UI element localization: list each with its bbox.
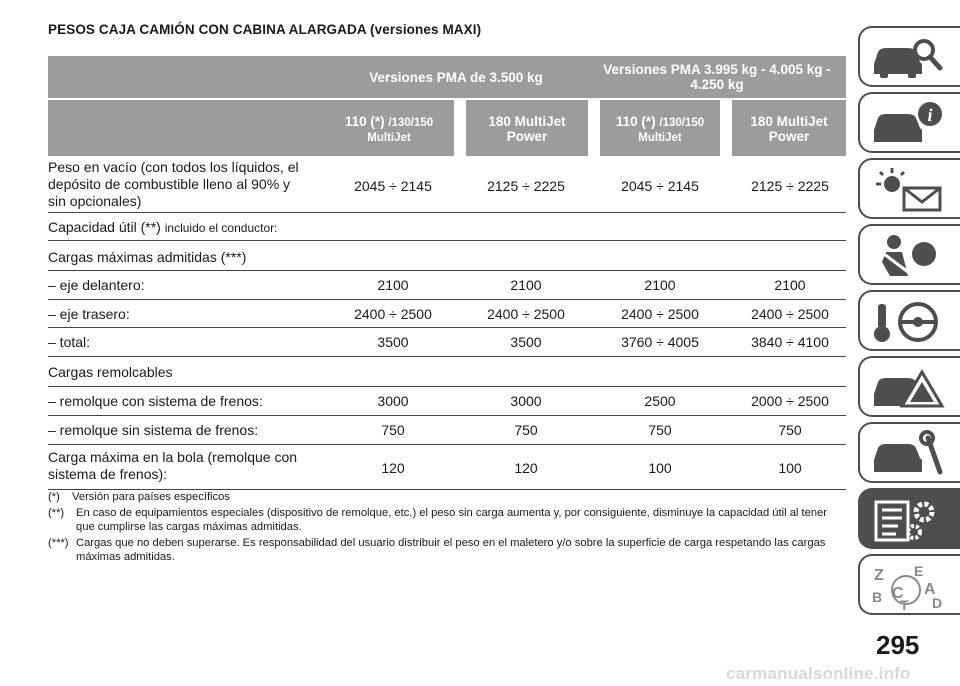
footnote [48,536,838,564]
svg-text:B: B [872,589,883,605]
table-row [48,416,846,445]
table-row [48,241,846,271]
footnotes [48,490,838,566]
footnote-mark: (***) [48,537,69,549]
svg-text:T: T [900,597,909,610]
row-value: 2100 [510,277,542,293]
svg-text:A: A [924,581,936,598]
header-gap [588,100,600,156]
page-number: 295 [876,630,920,660]
car-info-icon [868,100,948,148]
row-value: 2000 ÷ 2500 [751,393,829,409]
row-value: 2045 ÷ 2145 [354,178,432,194]
footnote [48,506,838,534]
tab-starting-driving[interactable] [858,290,960,351]
row-label: – remolque con sistema de frenos: [48,393,263,409]
tab-index[interactable] [858,554,960,615]
row-value: 750 [514,422,538,438]
row-label-small: incluido el conductor: [164,221,278,235]
header-engine-small: /130/150 [659,117,705,129]
table-row [48,271,846,300]
header-group-3500: Versiones PMA de 3.500 kg [324,56,588,98]
row-label: – eje delantero: [48,277,145,293]
row-value: 3000 [510,393,542,409]
airbag-passenger-icon [868,232,948,280]
footnote-text: En caso de equipamientos especiales (dispositivo de remolque, etc.) el peso sin carga aumenta y, por consiguiente, disminuye la capacidad útil al tener que cumplirse las cargas máximas admitidas. [76,507,828,533]
row-value: 3500 [377,334,409,350]
header-engine-small: /130/150 [388,117,434,129]
row-value: 2100 [644,277,676,293]
table-row [48,357,846,387]
footnote-text: Cargas que no deben superarse. Es responsabilidad del usuario distribuir el peso en el maletero y/o sobre la superficie de carga respetando las cargas máximas admitidas. [76,537,826,563]
header-col-110-130-150-b [600,100,720,156]
row-value: 750 [778,422,802,438]
footnote-text: Versión para países específicos [72,491,230,503]
row-label: Cargas máximas admitidas (***) [48,249,247,265]
svg-text:C: C [892,585,904,602]
row-value: 100 [648,460,672,476]
table-row [48,300,846,328]
svg-text:E: E [914,563,924,579]
table-header-engines [48,100,846,156]
row-value: 2400 ÷ 2500 [487,306,565,322]
key-steering-wheel-icon [868,298,948,346]
row-value: 2100 [377,277,409,293]
row-label: – eje trasero: [48,306,130,322]
row-value: 2100 [774,277,806,293]
row-label [48,219,448,237]
header-empty-cell [48,56,324,98]
footnote [48,490,838,504]
specs-list-gear-icon [868,496,948,544]
svg-text:D: D [932,595,943,610]
header-empty-cell [48,100,324,156]
page-title: PESOS CAJA CAMIÓN CON CABINA ALARGADA (versiones MAXI) [48,22,482,37]
car-warning-triangle-icon [868,364,948,412]
row-value: 2125 ÷ 2225 [487,178,565,194]
tab-technical-specs[interactable] [858,488,960,549]
tab-safety[interactable] [858,224,960,285]
table-row [48,445,846,490]
tab-warning-lights[interactable] [858,158,960,219]
table-row [48,213,846,241]
row-value: 3000 [377,393,409,409]
table-row [48,387,846,416]
car-search-icon [868,34,948,82]
row-value: 2400 ÷ 2500 [354,306,432,322]
row-value: 120 [514,460,538,476]
table-row [48,328,846,357]
header-col-180-a: 180 MultiJet Power [466,100,588,156]
tab-maintenance[interactable] [858,422,960,483]
row-label: – total: [48,334,91,350]
header-gap [720,100,732,156]
header-gap [454,100,466,156]
row-value: 750 [381,422,405,438]
row-value: 120 [381,460,405,476]
tab-emergency[interactable] [858,356,960,417]
row-value: 2045 ÷ 2145 [621,178,699,194]
tab-car-info[interactable] [858,92,960,153]
row-label: Carga máxima en la bola (remolque con sistema de frenos): [48,449,298,482]
row-value: 3840 ÷ 4100 [751,334,829,350]
row-value: 2500 [644,393,676,409]
footnote-mark: (*) [48,491,60,503]
row-label-main: Capacidad útil (**) [48,219,161,235]
table-row [48,156,846,213]
footnote-mark: (**) [48,507,65,519]
header-col-110-130-150-a [324,100,454,156]
row-value: 2400 ÷ 2500 [621,306,699,322]
svg-text:Z: Z [874,567,884,584]
row-value: 2125 ÷ 2225 [751,178,829,194]
tab-car-search[interactable] [858,26,960,87]
watermark: carmanualsonline.info [726,664,911,683]
header-engine-main: 110 (*) [344,114,385,129]
header-engine-sub: MultiJet [367,132,411,144]
header-engine-sub: MultiJet [638,132,682,144]
row-value: 3500 [510,334,542,350]
row-label: Peso en vacío (con todos los líquidos, el depósito de combustible lleno al 90% y sin opcionales) [48,159,299,209]
warning-light-mail-icon [868,166,948,214]
svg-text:i: i [927,105,933,125]
row-label: Cargas remolcables [48,364,173,380]
header-group-4250: Versiones PMA 3.995 kg - 4.005 kg - 4.250 kg [588,56,846,98]
table-header-groups [48,56,846,98]
row-value: 100 [778,460,802,476]
row-value: 750 [648,422,672,438]
row-value: 3760 ÷ 4005 [621,334,699,350]
alphabet-index-icon [868,562,948,610]
car-wrench-icon [868,430,948,478]
row-value: 2400 ÷ 2500 [751,306,829,322]
header-engine-main: 110 (*) [615,114,656,129]
header-col-180-b: 180 MultiJet Power [732,100,846,156]
row-label: – remolque sin sistema de frenos: [48,422,259,438]
